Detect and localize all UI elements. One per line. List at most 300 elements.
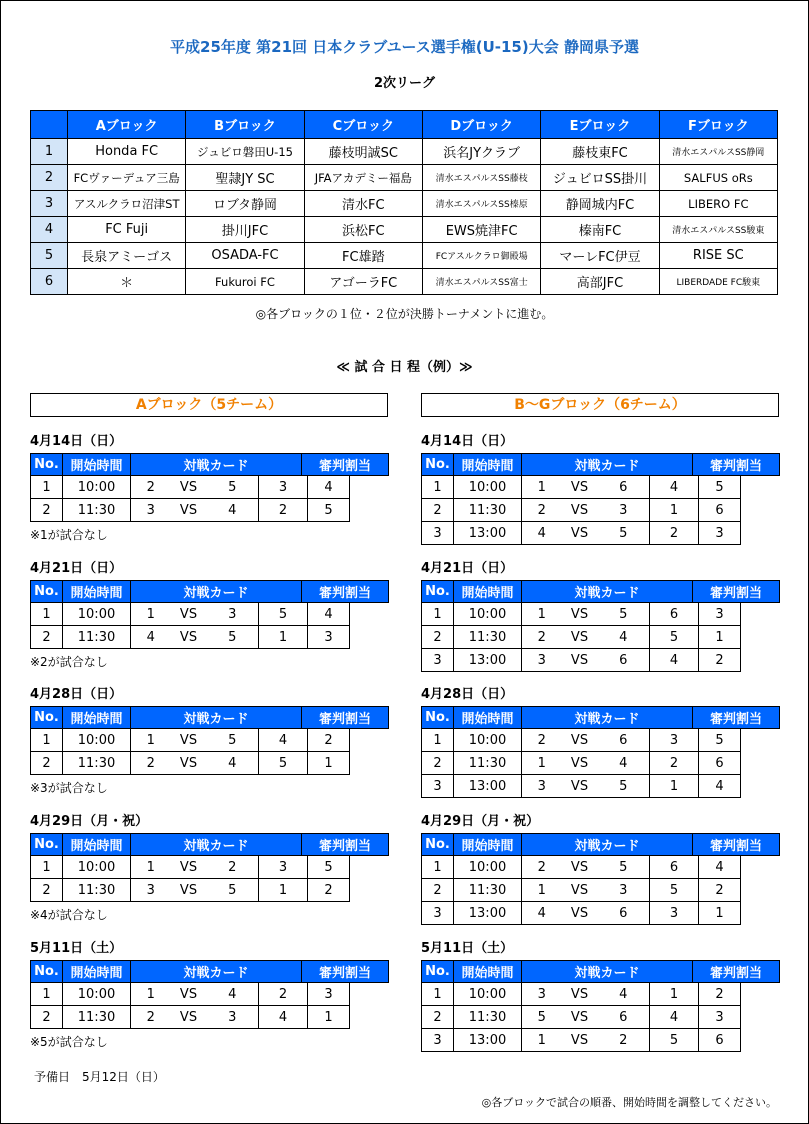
- away-team-number: 5: [207, 879, 259, 902]
- start-time-header: 開始時間: [454, 834, 522, 856]
- referee-team-2: 2: [308, 729, 350, 752]
- start-time: 10:00: [454, 983, 522, 1006]
- match-row: [31, 856, 389, 879]
- team-name: 清水エスパルスSS藤枝: [422, 165, 540, 191]
- matchup-header: 対戦カード: [131, 581, 302, 603]
- league-header-b: Bブロック: [186, 111, 304, 139]
- home-team-number: 4: [522, 522, 562, 545]
- match-date: 4月14日（日）: [30, 434, 123, 449]
- team-name: 清水エスパルスSS榛原: [422, 191, 540, 217]
- match-row: [422, 476, 780, 499]
- schedule-day: [30, 560, 389, 670]
- match-row: [31, 879, 389, 902]
- match-number: 2: [422, 752, 454, 775]
- match-row: [422, 856, 780, 879]
- home-team-number: 1: [131, 856, 171, 879]
- team-name: Honda FC: [68, 139, 186, 165]
- start-time: 11:30: [63, 626, 131, 649]
- start-time: 11:30: [63, 499, 131, 522]
- referee-team-2: 1: [308, 1006, 350, 1029]
- away-team-number: 5: [598, 603, 650, 626]
- referee-team-2: 3: [308, 983, 350, 1006]
- match-header-row: [31, 581, 389, 603]
- match-number: 2: [31, 752, 63, 775]
- away-team-number: 5: [598, 522, 650, 545]
- match-number: 2: [31, 879, 63, 902]
- home-team-number: 1: [522, 1029, 562, 1052]
- league-row: [31, 165, 778, 191]
- team-name: LIBERDADE FC駿東: [659, 269, 777, 295]
- team-name: アゴーラFC: [304, 269, 422, 295]
- match-header-row: [422, 707, 780, 729]
- schedule-day: [30, 686, 389, 796]
- away-team-number: 4: [207, 752, 259, 775]
- team-name: ＊: [68, 269, 186, 295]
- referee-team-1: 1: [650, 499, 699, 522]
- referee-team-2: 3: [308, 626, 350, 649]
- match-row: [422, 983, 780, 1006]
- match-number: 1: [422, 603, 454, 626]
- matchup-header: 対戦カード: [522, 581, 693, 603]
- match-number: 2: [31, 499, 63, 522]
- match-header-row: [422, 834, 780, 856]
- home-team-number: 1: [131, 603, 171, 626]
- referee-team-1: 6: [650, 856, 699, 879]
- referee-team-2: 5: [308, 499, 350, 522]
- schedule-day: [30, 433, 389, 543]
- referee-team-2: 4: [308, 476, 350, 499]
- home-team-number: 4: [131, 626, 171, 649]
- match-date: 4月28日（日）: [30, 687, 123, 702]
- vs-label: VS: [562, 879, 598, 902]
- referee-header: 審判割当: [302, 834, 389, 856]
- team-name: 浜松FC: [304, 217, 422, 243]
- schedule-day: [421, 686, 780, 798]
- schedule-heading: ≪ 試 合 日 程（例）≫: [336, 360, 473, 375]
- matchup-header: 対戦カード: [522, 454, 693, 476]
- home-team-number: 2: [522, 729, 562, 752]
- referee-team-2: 2: [699, 983, 741, 1006]
- vs-label: VS: [171, 752, 207, 775]
- start-time: 10:00: [454, 856, 522, 879]
- vs-label: VS: [562, 1029, 598, 1052]
- match-number: 3: [422, 902, 454, 925]
- vs-label: VS: [171, 856, 207, 879]
- match-number: 2: [422, 626, 454, 649]
- referee-team-1: 2: [650, 522, 699, 545]
- referee-header: 審判割当: [693, 707, 780, 729]
- no-header: No.: [31, 707, 63, 729]
- match-number: 3: [422, 1029, 454, 1052]
- away-team-number: 5: [207, 476, 259, 499]
- home-team-number: 2: [522, 626, 562, 649]
- no-header: No.: [422, 581, 454, 603]
- team-name: 浜名JYクラブ: [422, 139, 540, 165]
- vs-label: VS: [562, 729, 598, 752]
- home-team-number: 1: [522, 476, 562, 499]
- team-name: ジュビロSS掛川: [541, 165, 659, 191]
- team-name: RISE SC: [659, 243, 777, 269]
- referee-team-1: 5: [650, 1029, 699, 1052]
- vs-label: VS: [562, 522, 598, 545]
- league-table: [30, 110, 778, 295]
- team-name: 清水FC: [304, 191, 422, 217]
- match-header-row: [31, 961, 389, 983]
- start-time: 11:30: [63, 1006, 131, 1029]
- referee-team-2: 6: [699, 752, 741, 775]
- match-header-row: [422, 581, 780, 603]
- league-row-number: 6: [31, 269, 68, 295]
- match-date: 4月28日（日）: [421, 687, 514, 702]
- away-team-number: 3: [598, 879, 650, 902]
- no-header: No.: [31, 581, 63, 603]
- match-number: 1: [31, 983, 63, 1006]
- away-team-number: 4: [207, 499, 259, 522]
- vs-label: VS: [562, 1006, 598, 1029]
- no-header: No.: [31, 834, 63, 856]
- team-name: アスルクラロ沼津ST: [68, 191, 186, 217]
- start-time-header: 開始時間: [454, 454, 522, 476]
- schedule-day: [30, 940, 389, 1050]
- league-header-row: [31, 111, 778, 139]
- no-header: No.: [422, 454, 454, 476]
- schedule-day: [421, 433, 780, 545]
- home-team-number: 2: [522, 499, 562, 522]
- team-name: FC雄踏: [304, 243, 422, 269]
- vs-label: VS: [562, 649, 598, 672]
- no-header: No.: [31, 961, 63, 983]
- league-row-number: 4: [31, 217, 68, 243]
- match-table: [30, 960, 389, 1029]
- home-team-number: 4: [522, 902, 562, 925]
- referee-team-1: 4: [650, 1006, 699, 1029]
- away-team-number: 3: [598, 499, 650, 522]
- league-row-number: 5: [31, 243, 68, 269]
- match-header-row: [422, 454, 780, 476]
- vs-label: VS: [562, 856, 598, 879]
- referee-team-1: 3: [259, 856, 308, 879]
- referee-header: 審判割当: [693, 961, 780, 983]
- start-time-header: 開始時間: [454, 581, 522, 603]
- referee-team-2: 6: [699, 1029, 741, 1052]
- start-time: 10:00: [454, 729, 522, 752]
- vs-label: VS: [171, 1006, 207, 1029]
- referee-team-1: 1: [650, 983, 699, 1006]
- match-row: [422, 752, 780, 775]
- match-number: 3: [422, 775, 454, 798]
- match-header-row: [31, 707, 389, 729]
- vs-label: VS: [171, 603, 207, 626]
- start-time: 11:30: [63, 879, 131, 902]
- away-team-number: 4: [598, 983, 650, 1006]
- referee-team-2: 3: [699, 603, 741, 626]
- start-time: 10:00: [63, 603, 131, 626]
- vs-label: VS: [562, 499, 598, 522]
- referee-team-2: 5: [308, 856, 350, 879]
- team-name: 長泉アミーゴス: [68, 243, 186, 269]
- advance-note: ◎各ブロックの１位・２位が決勝トーナメントに進む。: [255, 307, 554, 321]
- start-time: 13:00: [454, 902, 522, 925]
- league-subtitle: 2次リーグ: [373, 76, 436, 91]
- away-team-number: 6: [598, 649, 650, 672]
- league-header-a: Aブロック: [68, 111, 186, 139]
- referee-team-2: 2: [308, 879, 350, 902]
- referee-team-1: 3: [650, 902, 699, 925]
- start-time: 11:30: [63, 752, 131, 775]
- schedule-day: [421, 560, 780, 672]
- match-number: 2: [422, 499, 454, 522]
- referee-team-2: 4: [308, 603, 350, 626]
- home-team-number: 1: [131, 729, 171, 752]
- match-date: 4月21日（日）: [421, 561, 514, 576]
- league-header-d: Dブロック: [422, 111, 540, 139]
- referee-team-2: 2: [699, 879, 741, 902]
- away-team-number: 3: [207, 603, 259, 626]
- away-team-number: 2: [207, 856, 259, 879]
- team-name: ロブタ静岡: [186, 191, 304, 217]
- referee-team-1: 4: [259, 729, 308, 752]
- away-team-number: 6: [598, 1006, 650, 1029]
- match-number: 1: [422, 983, 454, 1006]
- away-team-number: 4: [598, 626, 650, 649]
- referee-team-1: 5: [259, 752, 308, 775]
- team-name: 静岡城内FC: [541, 191, 659, 217]
- team-name: 藤枝東FC: [541, 139, 659, 165]
- team-name: 藤枝明誠SC: [304, 139, 422, 165]
- start-time: 13:00: [454, 649, 522, 672]
- away-team-number: 4: [598, 752, 650, 775]
- league-header-f: Fブロック: [659, 111, 777, 139]
- no-header: No.: [31, 454, 63, 476]
- match-number: 2: [422, 1006, 454, 1029]
- team-name: 掛川JFC: [186, 217, 304, 243]
- bye-note: ※5が試合なし: [30, 1035, 108, 1049]
- start-time: 13:00: [454, 775, 522, 798]
- referee-team-2: 3: [699, 522, 741, 545]
- start-time-header: 開始時間: [63, 707, 131, 729]
- match-row: [31, 476, 389, 499]
- bye-note: ※1が試合なし: [30, 528, 108, 542]
- referee-team-1: 5: [650, 626, 699, 649]
- referee-team-2: 4: [699, 856, 741, 879]
- match-row: [422, 902, 780, 925]
- match-row: [422, 879, 780, 902]
- match-date: 4月14日（日）: [421, 434, 514, 449]
- referee-team-1: 6: [650, 603, 699, 626]
- league-row: [31, 191, 778, 217]
- team-name: JFAアカデミー福島: [304, 165, 422, 191]
- start-time-header: 開始時間: [63, 454, 131, 476]
- referee-header: 審判割当: [302, 454, 389, 476]
- league-header-c: Cブロック: [304, 111, 422, 139]
- referee-team-2: 1: [699, 626, 741, 649]
- match-date: 5月11日（土）: [421, 941, 514, 956]
- away-team-number: 6: [598, 902, 650, 925]
- team-name: 清水エスパルスSS駿東: [659, 217, 777, 243]
- home-team-number: 3: [522, 649, 562, 672]
- referee-team-2: 2: [699, 649, 741, 672]
- team-name: EWS焼津FC: [422, 217, 540, 243]
- referee-team-2: 5: [699, 476, 741, 499]
- team-name: マーレFC伊豆: [541, 243, 659, 269]
- match-header-row: [31, 454, 389, 476]
- referee-team-1: 2: [650, 752, 699, 775]
- match-number: 2: [31, 1006, 63, 1029]
- matchup-header: 対戦カード: [131, 454, 302, 476]
- match-row: [422, 649, 780, 672]
- schedule-day: [421, 813, 780, 925]
- start-time: 10:00: [63, 856, 131, 879]
- start-time: 13:00: [454, 522, 522, 545]
- team-name: SALFUS oRs: [659, 165, 777, 191]
- vs-label: VS: [171, 983, 207, 1006]
- match-date: 4月21日（日）: [30, 561, 123, 576]
- home-team-number: 2: [131, 752, 171, 775]
- match-table: [421, 833, 780, 925]
- match-header-row: [31, 834, 389, 856]
- bye-note: ※2が試合なし: [30, 655, 108, 669]
- match-row: [31, 752, 389, 775]
- match-date: 4月29日（月・祝）: [30, 814, 149, 829]
- start-time: 11:30: [454, 879, 522, 902]
- home-team-number: 1: [131, 983, 171, 1006]
- match-table: [30, 706, 389, 775]
- schedule-day: [30, 813, 389, 923]
- away-team-number: 6: [598, 729, 650, 752]
- start-time: 10:00: [63, 476, 131, 499]
- away-team-number: 3: [207, 1006, 259, 1029]
- bye-note: ※4が試合なし: [30, 908, 108, 922]
- match-row: [422, 1029, 780, 1052]
- matchup-header: 対戦カード: [522, 834, 693, 856]
- home-team-number: 3: [522, 983, 562, 1006]
- vs-label: VS: [171, 476, 207, 499]
- bye-note: ※3が試合なし: [30, 781, 108, 795]
- start-time: 10:00: [63, 729, 131, 752]
- no-header: No.: [422, 961, 454, 983]
- league-row: [31, 269, 778, 295]
- block-b-label: B～Gブロック（6チーム）: [421, 393, 779, 417]
- away-team-number: 5: [207, 626, 259, 649]
- team-name: 高部JFC: [541, 269, 659, 295]
- start-time-header: 開始時間: [454, 707, 522, 729]
- matchup-header: 対戦カード: [522, 961, 693, 983]
- match-number: 1: [422, 476, 454, 499]
- match-row: [422, 775, 780, 798]
- start-time: 11:30: [454, 752, 522, 775]
- match-row: [422, 522, 780, 545]
- match-number: 1: [31, 603, 63, 626]
- referee-header: 審判割当: [693, 454, 780, 476]
- referee-team-1: 4: [259, 1006, 308, 1029]
- vs-label: VS: [562, 775, 598, 798]
- start-time-header: 開始時間: [63, 581, 131, 603]
- home-team-number: 5: [522, 1006, 562, 1029]
- referee-team-1: 3: [259, 476, 308, 499]
- referee-team-1: 2: [259, 983, 308, 1006]
- match-table: [421, 706, 780, 798]
- home-team-number: 3: [131, 499, 171, 522]
- vs-label: VS: [171, 499, 207, 522]
- no-header: No.: [422, 834, 454, 856]
- match-row: [422, 729, 780, 752]
- start-time: 10:00: [454, 603, 522, 626]
- match-row: [422, 499, 780, 522]
- referee-team-2: 3: [699, 1006, 741, 1029]
- match-table: [30, 833, 389, 902]
- vs-label: VS: [171, 729, 207, 752]
- block-a-label: Aブロック（5チーム）: [30, 393, 388, 417]
- referee-team-2: 1: [699, 902, 741, 925]
- league-body: [31, 139, 778, 295]
- team-name: 榛南FC: [541, 217, 659, 243]
- team-name: FCヴァーデュア三島: [68, 165, 186, 191]
- referee-team-1: 5: [259, 603, 308, 626]
- start-time: 11:30: [454, 1006, 522, 1029]
- start-time-header: 開始時間: [63, 834, 131, 856]
- home-team-number: 1: [522, 752, 562, 775]
- match-number: 3: [422, 522, 454, 545]
- away-team-number: 5: [598, 856, 650, 879]
- referee-team-1: 4: [650, 649, 699, 672]
- start-time-header: 開始時間: [63, 961, 131, 983]
- home-team-number: 3: [522, 775, 562, 798]
- match-row: [31, 626, 389, 649]
- match-number: 3: [422, 649, 454, 672]
- team-name: FCアスルクラロ御殿場: [422, 243, 540, 269]
- home-team-number: 1: [522, 603, 562, 626]
- referee-team-2: 1: [308, 752, 350, 775]
- referee-header: 審判割当: [302, 707, 389, 729]
- vs-label: VS: [562, 902, 598, 925]
- team-name: ジュビロ磐田U-15: [186, 139, 304, 165]
- match-row: [31, 603, 389, 626]
- match-row: [422, 626, 780, 649]
- match-header-row: [422, 961, 780, 983]
- match-number: 1: [422, 856, 454, 879]
- match-date: 4月29日（月・祝）: [421, 814, 540, 829]
- match-row: [31, 729, 389, 752]
- referee-header: 審判割当: [693, 581, 780, 603]
- schedule-day: [421, 940, 780, 1052]
- league-header-e: Eブロック: [541, 111, 659, 139]
- away-team-number: 4: [207, 983, 259, 1006]
- matchup-header: 対戦カード: [131, 961, 302, 983]
- referee-team-2: 4: [699, 775, 741, 798]
- start-time: 11:30: [454, 499, 522, 522]
- match-table: [421, 453, 780, 545]
- referee-team-2: 6: [699, 499, 741, 522]
- league-row: [31, 217, 778, 243]
- referee-header: 審判割当: [302, 961, 389, 983]
- vs-label: VS: [562, 983, 598, 1006]
- team-name: OSADA-FC: [186, 243, 304, 269]
- referee-header: 審判割当: [302, 581, 389, 603]
- league-row: [31, 139, 778, 165]
- away-team-number: 5: [207, 729, 259, 752]
- reserve-day: 予備日 5月12日（日）: [34, 1070, 165, 1084]
- home-team-number: 2: [131, 1006, 171, 1029]
- matchup-header: 対戦カード: [522, 707, 693, 729]
- match-number: 2: [422, 879, 454, 902]
- match-table: [421, 580, 780, 672]
- home-team-number: 2: [522, 856, 562, 879]
- referee-team-1: 1: [650, 775, 699, 798]
- away-team-number: 2: [598, 1029, 650, 1052]
- team-name: 清水エスパルスSS静岡: [659, 139, 777, 165]
- matchup-header: 対戦カード: [131, 707, 302, 729]
- match-row: [422, 603, 780, 626]
